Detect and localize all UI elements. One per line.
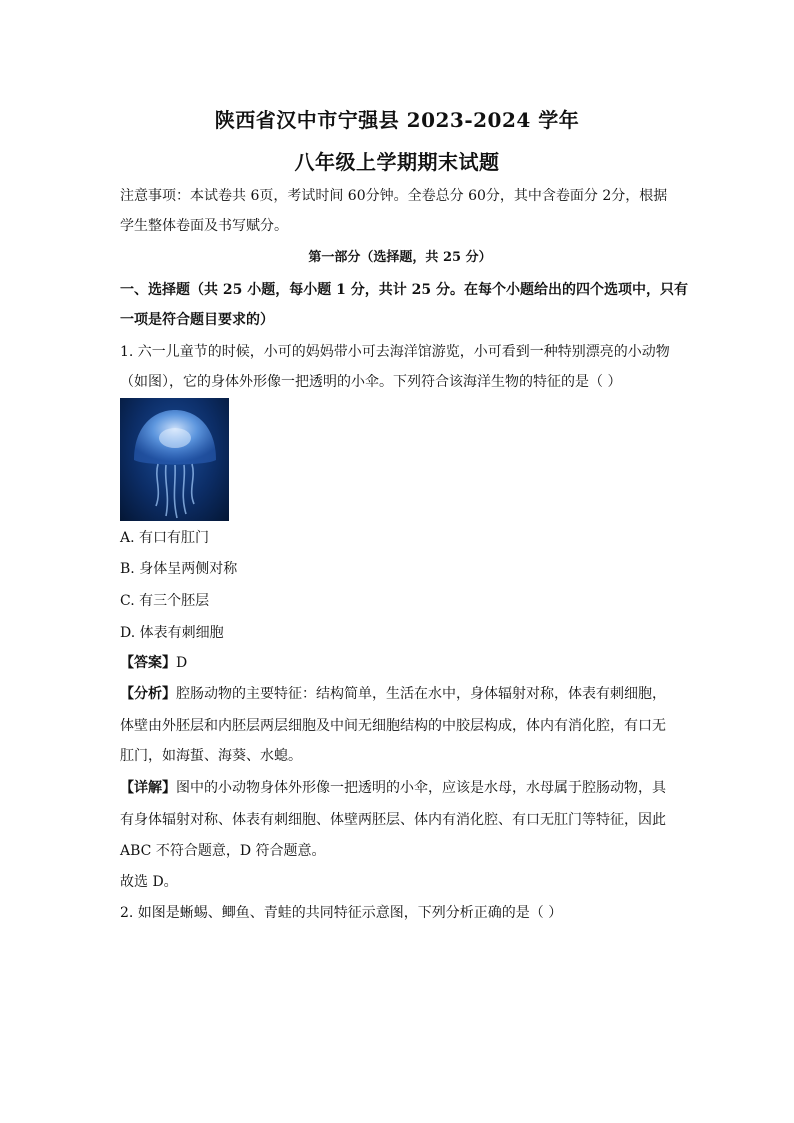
exam-title-line2: 八年级上学期期末试题 bbox=[294, 150, 500, 174]
q1-analysis-line-3: 肛门，如海蜇、海葵、水螅。 bbox=[120, 748, 302, 764]
q1-option-b: B. 身体呈两侧对称 bbox=[120, 561, 238, 577]
answer-value: D bbox=[176, 655, 188, 671]
analysis-label: 【分析】 bbox=[120, 686, 176, 702]
q1-stem-line-2: （如图），它的身体外形像一把透明的小伞。下列符合该海洋生物的特征的是（ ） bbox=[120, 374, 622, 390]
jellyfish-image bbox=[120, 398, 229, 521]
q1-detail-line-2: 有身体辐射对称、体表有刺细胞、体壁两胚层、体内有消化腔、有口无肛门等特征，因此 bbox=[120, 812, 666, 828]
q1-option-d: D. 体表有刺细胞 bbox=[120, 625, 224, 641]
q2-stem: 2. 如图是蜥蜴、鲫鱼、青蛙的共同特征示意图，下列分析正确的是（ ） bbox=[120, 905, 563, 921]
section1-heading-line-1: 一、选择题（共 25 小题，每小题 1 分，共计 25 分。在每个小题给出的四个选项中，只有 bbox=[120, 282, 688, 298]
notice-line-2: 学生整体卷面及书写赋分。 bbox=[120, 218, 288, 234]
q1-option-a: A. 有口有肛门 bbox=[120, 530, 210, 546]
part1-heading: 第一部分（选择题，共 25 分） bbox=[308, 250, 492, 265]
q1-detail-line-1 bbox=[120, 778, 680, 798]
analysis-text-1: 腔肠动物的主要特征：结构简单，生活在水中，身体辐射对称，体表有刺细胞， bbox=[176, 686, 666, 702]
q1-conclusion: 故选 D。 bbox=[120, 874, 178, 890]
detail-label: 【详解】 bbox=[120, 780, 176, 796]
section1-heading-line-2: 一项是符合题目要求的） bbox=[120, 312, 274, 328]
q1-option-c: C. 有三个胚层 bbox=[120, 593, 210, 609]
answer-label: 【答案】 bbox=[120, 655, 176, 671]
q1-analysis-line-2: 体壁由外胚层和内胚层两层细胞及中间无细胞结构的中胶层构成，体内有消化腔，有口无 bbox=[120, 718, 666, 734]
q1-stem-line-1: 1. 六一儿童节的时候，小可的妈妈带小可去海洋馆游览，小可看到一种特别漂亮的小动物 bbox=[120, 344, 670, 360]
q1-detail-line-3: ABC 不符合题意，D 符合题意。 bbox=[120, 843, 326, 859]
detail-text-1: 图中的小动物身体外形像一把透明的小伞，应该是水母，水母属于腔肠动物，具 bbox=[176, 780, 666, 796]
q1-analysis-line-1 bbox=[120, 684, 680, 704]
notice-line-1: 注意事项：本试卷共 6页，考试时间 60分钟。全卷总分 60分，其中含卷面分 2分，根据 bbox=[120, 188, 668, 204]
q1-answer bbox=[120, 653, 680, 673]
exam-title-line1: 陕西省汉中市宁强县 2023-2024 学年 bbox=[214, 108, 580, 132]
